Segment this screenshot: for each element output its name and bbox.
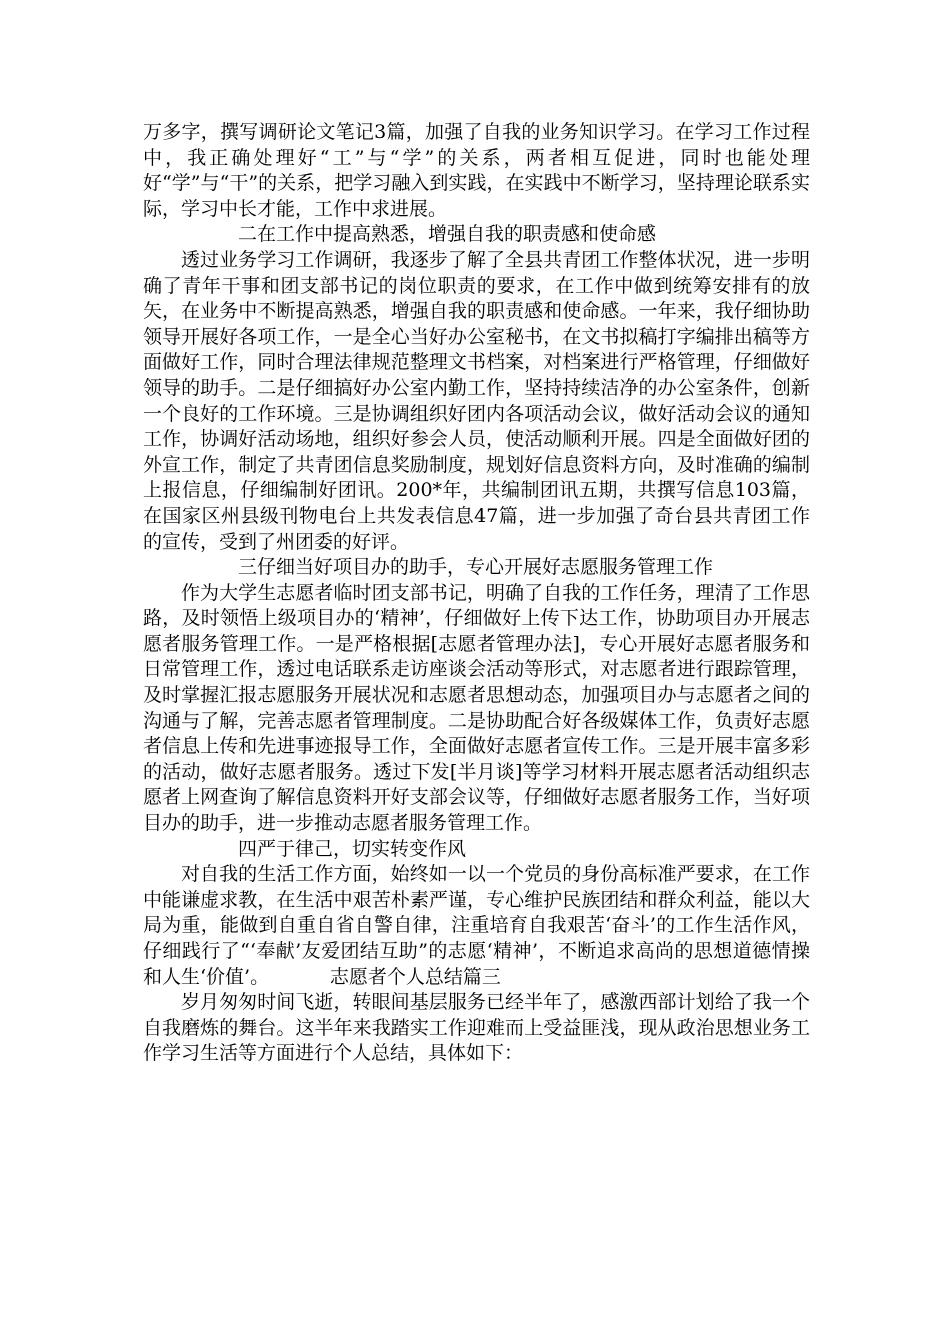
document-body	[143, 120, 810, 1067]
paragraph-conduct-text: 对自我的生活工作方面，始终如一以一个党员的身份高标准严要求，在工作中能谦虚求教，在生活中艰苦朴素严谨，专心维护民族团结和群众利益，能以大局为重，能做到自重自省自警自律，注重培育自我艰苦‘奋斗’的工作生活作风，仔细践行了“‘奉献’友爱团结互助”的志愿‘精神’，不断追求高尚的思想道德情操和人生‘价值’。	[143, 863, 810, 988]
section-title-part-three: 志愿者个人总结篇三	[329, 965, 501, 988]
paragraph-study: 万多字，撰写调研论文笔记3篇，加强了自我的业务知识学习。在学习工作过程中，我正确处理好“工”与“学”的关系，两者相互促进，同时也能处理好“学”与“干”的关系，把学习融入到实践，在实践中不断学习，坚持理论联系实际，学习中长才能，工作中求进展。	[143, 121, 810, 220]
heading-section-3: 三仔细当好项目办的助手，专心开展好志愿服务管理工作	[238, 556, 714, 579]
heading-section-2: 二在工作中提高熟悉，增强自我的职责感和使命感	[238, 223, 657, 246]
paragraph-duties: 透过业务学习工作调研，我逐步了解了全县共青团工作整体状况，进一步明确了青年干事和团支部书记的岗位职责的要求，在工作中做到统筹安排有的放矢，在业务中不断提高熟悉，增强自我的职责感和使命感。一年来，我仔细协助领导开展好各项工作，一是全心当好办公室秘书，在文书拟稿打字编排出稿等方面做好工作，同时合理法律规范整理文书档案，对档案进行严格管理，仔细做好领导的助手。二是仔细搞好办公室内勤工作，坚持持续洁净的办公室条件，创新一个良好的工作环境。三是协调组织好团内各项活动会议，做好活动会议的通知工作，协调好活动场地，组织好参会人员，使活动顺利开展。四是全面做好团的外宣工作，制定了共青团信息奖励制度，规划好信息资料方向，及时准确的编制上报信息，仔细编制好团讯。200*年，共编制团讯五期，共撰写信息103篇，在国家区州县级刊物电台上共发表信息47篇，进一步加强了奇台县共青团工作的宣传，受到了州团委的好评。	[143, 248, 810, 553]
paragraph-conduct	[143, 862, 810, 990]
paragraph-volunteer-management: 作为大学生志愿者临时团支部书记，明确了自我的工作任务，理清了工作思路，及时领悟上级项目办的‘精神’，仔细做好上传下达工作，协助项目办开展志愿者服务管理工作。一是严格根据[志愿者管理办法]，专心开展好志愿者服务和日常管理工作，透过电话联系走访座谈会活动等形式，对志愿者进行跟踪管理，及时掌握汇报志愿服务开展状况和志愿者思想动态，加强项目办与志愿者之间的沟通与了解，完善志愿者管理制度。二是协助配合好各级媒体工作，负责好志愿者信息上传和先进事迹报导工作，全面做好志愿者宣传工作。三是开展丰富多彩的活动，做好志愿者服务。透过下发[半月谈]等学习材料开展志愿者活动组织志愿者上网查询了解信息资料开好支部会议等，仔细做好志愿者服务工作，当好项目办的助手，进一步推动志愿者服务管理工作。	[143, 581, 810, 835]
paragraph-summary-intro: 岁月匆匆时间飞逝，转眼间基层服务已经半年了，感激西部计划给了我一个自我磨炼的舞台。这半年来我踏实工作迎难而上受益匪浅，现从政治思想业务工作学习生活等方面进行个人总结，具体如下：	[143, 991, 810, 1065]
heading-section-4: 四严于律己，切实转变作风	[238, 837, 467, 860]
